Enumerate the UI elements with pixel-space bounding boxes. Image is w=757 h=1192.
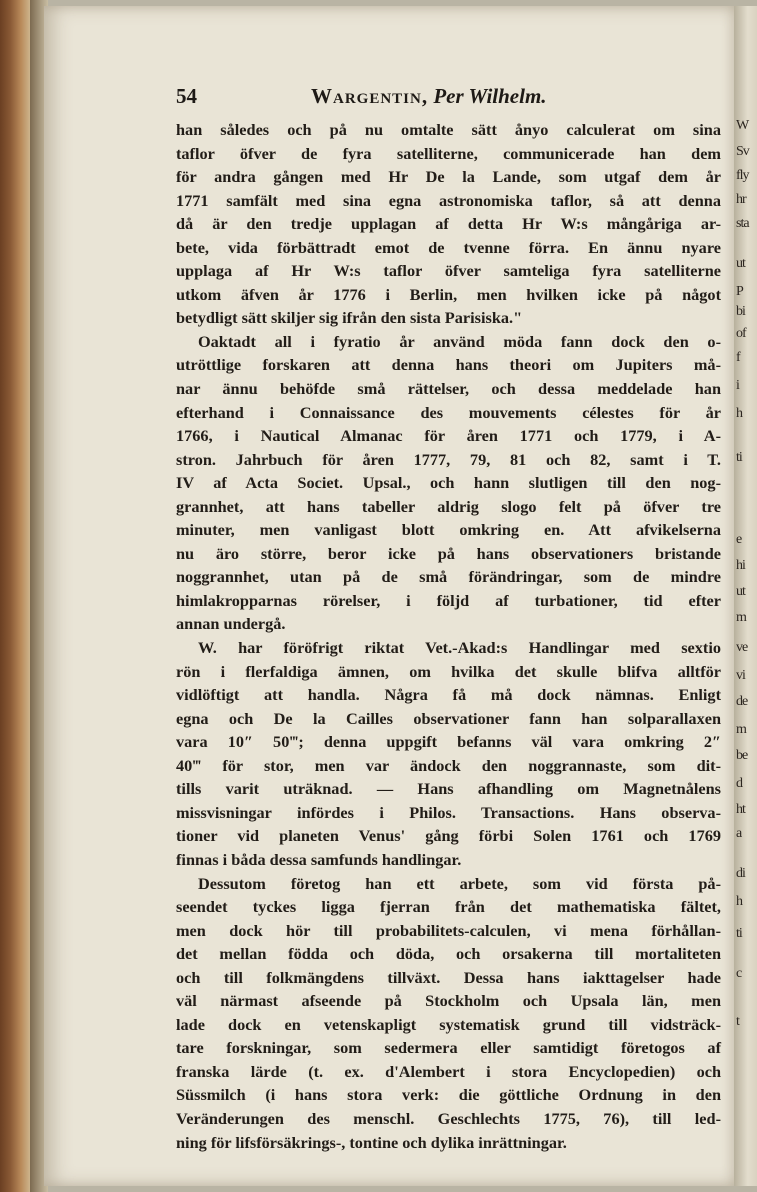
text-line: 40‴ för stor, men var ändock den noggrannaste, som dit- bbox=[176, 755, 721, 775]
adjacent-page-fragment: di bbox=[736, 866, 745, 881]
adjacent-page-fragment: sta bbox=[736, 216, 749, 231]
text-line: ning för lifsförsäkrings-, tontine och dylika inrättningar. bbox=[176, 1132, 567, 1152]
text-line: rön i flerfaldiga ämnen, om hvilka det skulle blifva alltför bbox=[176, 661, 721, 681]
adjacent-page-fragment: m bbox=[736, 722, 746, 737]
text-line: himlakropparnas rörelser, i följd af turbationer, tid efter bbox=[176, 590, 721, 610]
text-line: annan undergå. bbox=[176, 614, 286, 634]
text-line: han således och på nu omtalte sätt ånyo calculerat om sina bbox=[176, 120, 721, 139]
adjacent-page-fragment: bi bbox=[736, 304, 745, 319]
text-line: för andra gången med Hr De la Lande, som utgaf dem år bbox=[176, 167, 721, 187]
adjacent-page-fragment: h bbox=[736, 894, 742, 909]
text-line: det mellan födda och döda, och orsakerna till mortaliteten bbox=[176, 944, 721, 964]
page-body-text bbox=[176, 118, 721, 1154]
text-line: efterhand i Connaissance des mouvements célestes för år bbox=[176, 402, 721, 422]
text-line: bete, vida förbättradt emot de tvenne förra. En ännu nyare bbox=[176, 237, 721, 257]
adjacent-page-fragment: t bbox=[736, 1014, 739, 1029]
text-line: upplaga af Hr W:s taflor öfver samteliga fyra satelliterne bbox=[176, 261, 721, 281]
text-line: grannhet, att hans tabeller aldrig slogo felt på öfver tre bbox=[176, 496, 721, 516]
book-spine bbox=[0, 0, 30, 1192]
adjacent-page-fragment: ve bbox=[736, 640, 748, 655]
adjacent-page-fragment: ti bbox=[736, 450, 742, 465]
adjacent-page-fragment: de bbox=[736, 694, 748, 709]
page-number: 54 bbox=[176, 84, 197, 108]
text-line: vara 10″ 50‴; denna uppgift befanns väl vara omkring 2″ bbox=[176, 732, 721, 752]
adjacent-page-fragment: ti bbox=[736, 926, 742, 941]
adjacent-page-fragment: W bbox=[736, 118, 749, 133]
text-line: Süssmilch (i hans stora verk: die göttliche Ordnung in den bbox=[176, 1085, 721, 1105]
text-line: väl närmast afseende på Stockholm och Upsala län, men bbox=[176, 991, 721, 1011]
text-line: betydligt sätt skiljer sig ifrån den sista Parisiska." bbox=[176, 308, 523, 328]
text-line: tioner vid planeten Venus' gång förbi Solen 1761 och 1769 bbox=[176, 826, 721, 846]
text-line: men dock hör till probabilitets-calculen, vi mena förhållan- bbox=[176, 920, 721, 940]
adjacent-page-edge bbox=[734, 6, 757, 1186]
text-line: nar ännu behöfde små rättelser, och dessa meddelade han bbox=[176, 379, 721, 399]
text-line: taflor öfver de fyra satelliterne, communicerade han dem bbox=[176, 143, 721, 163]
adjacent-page-fragment: Sv bbox=[736, 144, 749, 159]
adjacent-page-fragment: ut bbox=[736, 584, 745, 599]
adjacent-page-fragment: hr bbox=[736, 192, 746, 207]
adjacent-page-fragment: d bbox=[736, 776, 742, 791]
text-line: utröttlige forskaren att denna hans theori om Jupiters må- bbox=[176, 355, 721, 375]
text-line: och till folkmängdens tillväxt. Dessa hans iakttagelser hade bbox=[176, 967, 721, 987]
text-line: Oaktadt all i fyratio år använd möda fann dock den o- bbox=[198, 331, 721, 351]
text-line: egna och De la Cailles observationer fann han solparallaxen bbox=[176, 708, 721, 728]
text-line: noggrannhet, utan på de små förändringar, som de mindre bbox=[176, 567, 721, 587]
text-line: IV af Acta Societ. Upsal., och hann slutligen till den nog- bbox=[176, 473, 721, 493]
text-line: nu äro större, beror icke på hans observationers bristande bbox=[176, 543, 721, 563]
adjacent-page-fragment: e bbox=[736, 532, 742, 547]
text-line: missvisningar infördes i Philos. Transactions. Hans observa- bbox=[176, 802, 721, 822]
text-line: tare forskningar, som sedermera eller samtidigt företogos af bbox=[176, 1038, 721, 1058]
text-line: W. har föröfrigt riktat Vet.-Akad:s Handlingar med sextio bbox=[198, 638, 721, 658]
text-line: vidlöftigt att handla. Några få må dock nämnas. Enligt bbox=[176, 685, 721, 705]
text-line: 1771 samfält med sina egna astronomiska taflor, så att denna bbox=[176, 190, 721, 210]
adjacent-page-fragment: h bbox=[736, 406, 742, 421]
text-line: finnas i båda dessa samfunds handlingar. bbox=[176, 849, 462, 869]
adjacent-page-fragment: c bbox=[736, 966, 742, 981]
text-line: tills varit uträknad. — Hans afhandling om Magnetnålens bbox=[176, 779, 721, 799]
adjacent-page-fragment: f bbox=[736, 350, 740, 365]
adjacent-page-fragment: vi bbox=[736, 668, 745, 683]
text-line: 1766, i Nautical Almanac för åren 1771 och 1779, i A- bbox=[176, 426, 721, 446]
text-line: seendet tyckes ligga fjerran från det mathematiska fältet, bbox=[176, 897, 721, 917]
adjacent-page-fragment: fly bbox=[736, 168, 749, 183]
adjacent-page-fragment: hi bbox=[736, 558, 745, 573]
text-line: stron. Jahrbuch för åren 1777, 79, 81 och 82, samt i T. bbox=[176, 449, 721, 469]
text-line: Dessutom företog han ett arbete, som vid första på- bbox=[198, 873, 721, 893]
adjacent-page-fragment: i bbox=[736, 378, 739, 393]
running-head-given: Per Wilhelm. bbox=[433, 84, 547, 108]
adjacent-page-fragment: P bbox=[736, 284, 743, 299]
text-line: Veränderungen des menschl. Geschlechts 1775, 76), till led- bbox=[176, 1108, 721, 1128]
adjacent-page-fragment: ut bbox=[736, 256, 745, 271]
text-line: då är den tredje upplagan af detta Hr W:s mångåriga ar- bbox=[176, 214, 721, 234]
adjacent-page-fragment: a bbox=[736, 826, 742, 841]
text-line: lade dock en vetenskapligt systematisk grund till vidsträck- bbox=[176, 1014, 721, 1034]
running-head bbox=[311, 84, 547, 109]
adjacent-page-fragment: of bbox=[736, 326, 746, 341]
text-line: utkom äfven år 1776 i Berlin, men hvilken icke på något bbox=[176, 284, 721, 304]
running-head-name: Wargentin, bbox=[311, 84, 429, 108]
text-line: minuter, men vanligast blott omkring en. Att afvikelserna bbox=[176, 520, 721, 540]
adjacent-page-fragment: m bbox=[736, 610, 746, 625]
adjacent-page-fragment: ht bbox=[736, 802, 745, 817]
adjacent-page-fragment: be bbox=[736, 748, 748, 763]
text-line: franska lärde (t. ex. d'Alembert i stora Encyclopedien) och bbox=[176, 1061, 721, 1081]
page-header bbox=[176, 84, 616, 114]
